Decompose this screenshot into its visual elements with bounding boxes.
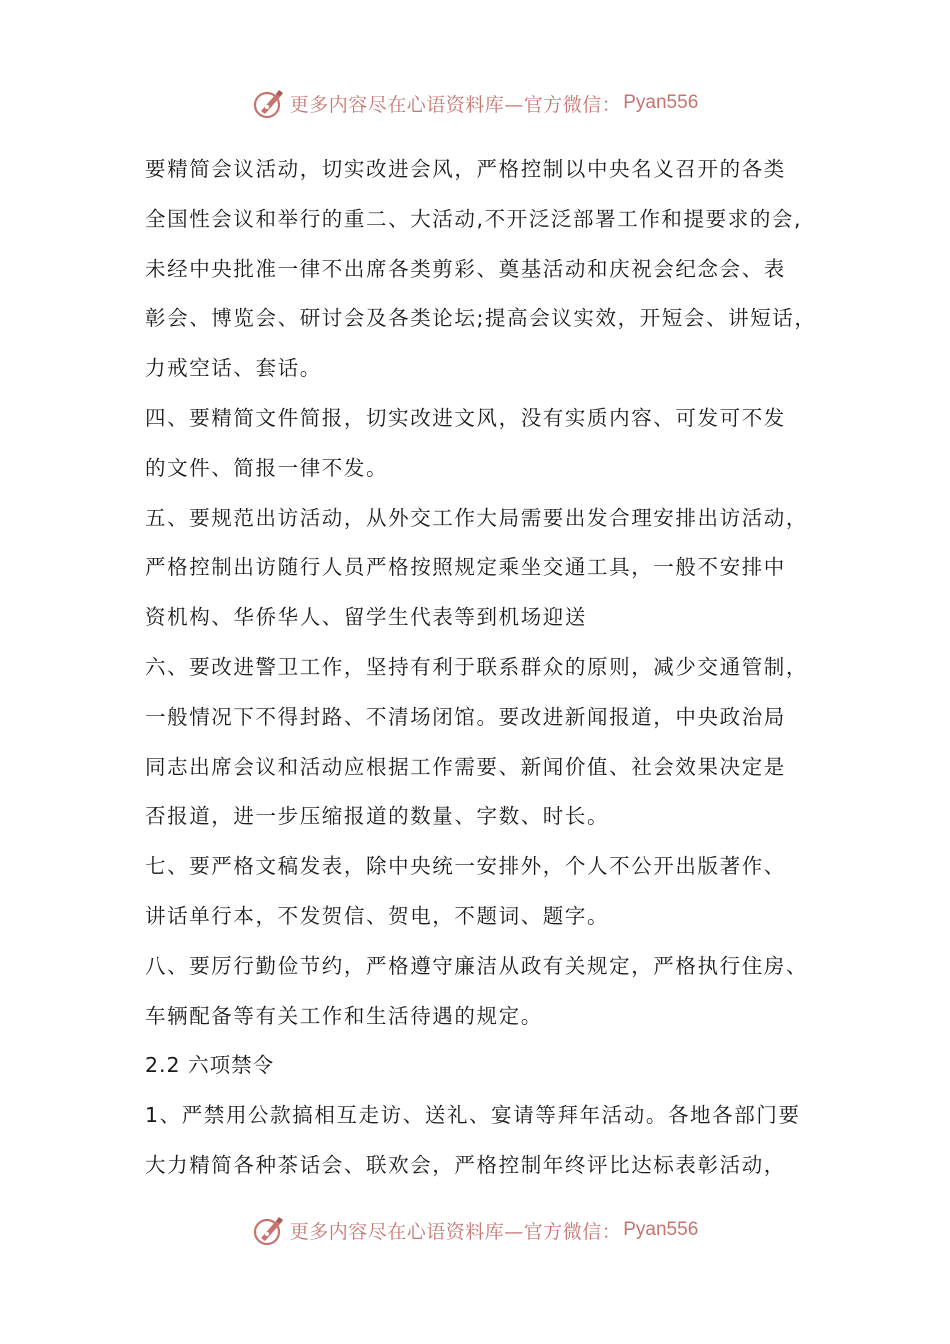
body-line: 七、要严格文稿发表，除中央统一安排外，个人不公开出版著作、 [145, 854, 786, 879]
watermark-header [0, 83, 950, 123]
body-line: 八、要厉行勤俭节约，严格遵守廉洁从政有关规定，严格执行住房、 [145, 953, 808, 978]
watermark-text: 更多内容尽在心语资料库—官方微信： [289, 1220, 622, 1243]
body-line: 六、要改进警卫工作，坚持有利于联系群众的原则，减少交通管制， [145, 654, 808, 679]
section-heading: 2.2 六项禁令 [145, 1053, 275, 1078]
body-line: 要精简会议活动，切实改进会风，严格控制以中央名义召开的各类 [145, 157, 786, 181]
document-body [145, 145, 817, 1191]
body-line: 大力精简各种茶话会、联欢会，严格控制年终评比达标表彰活动， [145, 1152, 786, 1177]
body-line: 严格控制出访随行人员严格按照规定乘坐交通工具，一般不安排中 [145, 555, 786, 580]
body-line: 讲话单行本，不发贺信、贺电，不题词、题字。 [145, 903, 610, 928]
pen-nib-logo-icon [252, 86, 286, 120]
body-line: 的文件、简报一律不发。 [145, 455, 389, 480]
body-line: 彰会、博览会、研讨会及各类论坛;提高会议实效，开短会、讲短话， [145, 306, 817, 331]
body-line: 资机构、华侨华人、留学生代表等到机场迎送 [145, 605, 587, 630]
watermark-wechat-id: Pyan556 [623, 1219, 699, 1240]
body-line: 同志出席会议和活动应根据工作需要、新闻价值、社会效果决定是 [145, 754, 786, 779]
body-line: 未经中央批准一律不出席各类剪彩、奠基活动和庆祝会纪念会、表 [145, 256, 786, 281]
body-line: 一般情况下不得封路、不清场闭馆。要改进新闻报道，中央政治局 [145, 704, 786, 729]
body-line: 全国性会议和举行的重二、大活动,不开泛泛部署工作和提要求的会, [145, 206, 803, 231]
body-line: 车辆配备等有关工作和生活待遇的规定。 [145, 1003, 543, 1028]
watermark-text: 更多内容尽在心语资料库—官方微信： [289, 93, 622, 116]
watermark-wechat-id: Pyan556 [623, 92, 699, 113]
body-line: 1、严禁用公款搞相互走访、送礼、宴请等拜年活动。各地各部门要 [145, 1103, 801, 1128]
body-line: 否报道，进一步压缩报道的数量、字数、时长。 [145, 804, 610, 829]
watermark-footer [0, 1210, 950, 1250]
body-line: 四、要精简文件简报，切实改进文风，没有实质内容、可发可不发 [145, 405, 786, 430]
body-line: 五、要规范出访活动，从外交工作大局需要出发合理安排出访活动， [145, 505, 808, 530]
pen-nib-logo-icon [252, 1213, 286, 1247]
body-line: 力戒空话、套话。 [145, 356, 322, 381]
